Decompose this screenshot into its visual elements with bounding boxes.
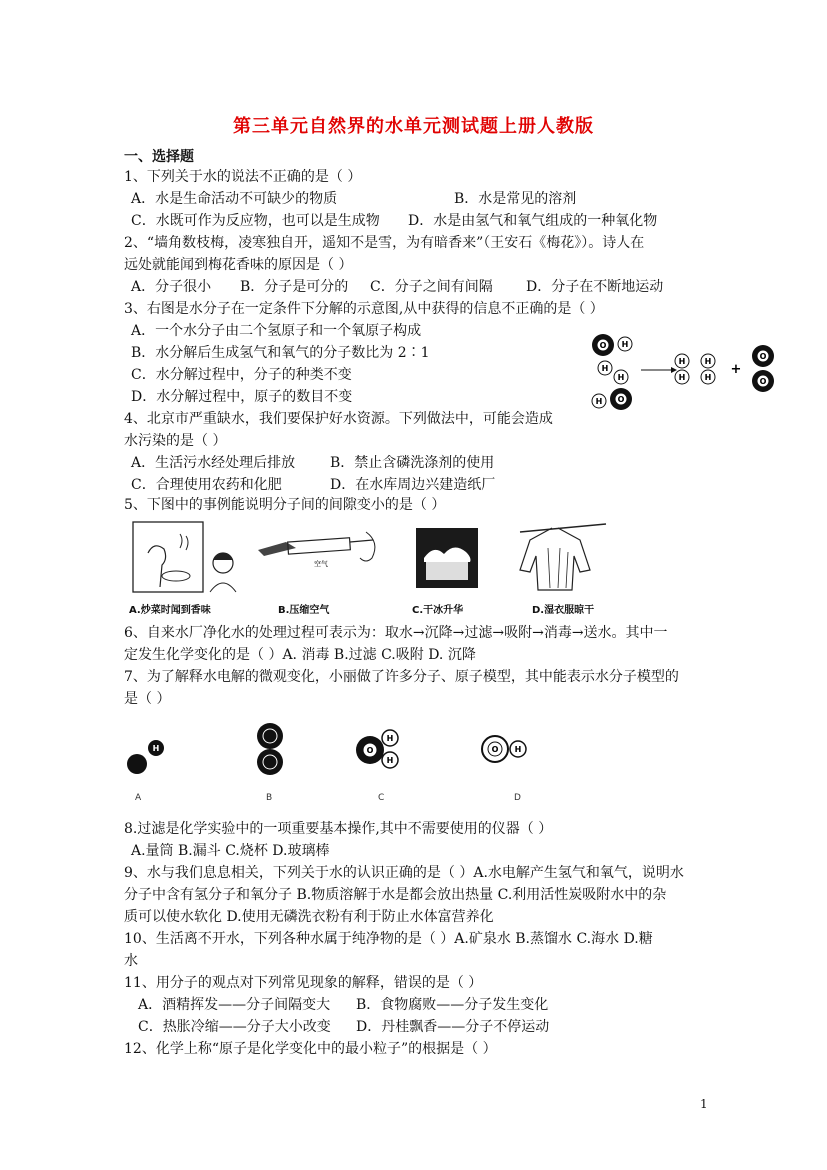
q4-option-a: A．生活污水经处理后排放 bbox=[131, 455, 296, 471]
q3-option-c: C．水分解过程中，分子的种类不变 bbox=[131, 367, 352, 383]
q7-figure bbox=[120, 712, 560, 804]
q9-stem-cont: 分子中含有氢分子和氧分子 B.物质溶解于水是都会放出热量 C.利用活性炭吸附水中的杂 bbox=[124, 887, 667, 903]
q4-option-b: B．禁止含磷洗涤剂的使用 bbox=[330, 455, 495, 471]
svg-text:+: + bbox=[730, 362, 742, 377]
q1-option-b: B．水是常见的溶剂 bbox=[454, 191, 577, 207]
atom-h-label: H bbox=[514, 745, 522, 754]
q1-stem: 1、下列关于水的说法不正确的是（ ） bbox=[124, 169, 362, 185]
q9-stem: 9、水与我们息息相关，下列关于水的认识正确的是（ ）A.水电解产生氢气和氧气，说明水 bbox=[124, 865, 684, 881]
q8-options: A.量筒 B.漏斗 C.烧杯 D.玻璃棒 bbox=[131, 843, 330, 859]
atom-h-label: H bbox=[601, 364, 609, 373]
q8-stem: 8.过滤是化学实验中的一项重要基本操作,其中不需要使用的仪器（ ） bbox=[124, 821, 553, 837]
q2-option-a: A．分子很小 bbox=[131, 279, 212, 295]
q2-stem-cont: 远处就能闻到梅花香味的原因是（ ） bbox=[124, 257, 353, 273]
atom-o-label: O bbox=[366, 746, 374, 755]
atom-o-label: O bbox=[759, 352, 767, 361]
q5-caption-c: C.干冰升华 bbox=[412, 605, 464, 616]
q7-label-a: A bbox=[135, 793, 142, 803]
air-label: 空气 bbox=[314, 560, 328, 568]
q12-stem: 12、化学上称“原子是化学变化中的最小粒子”的根据是（ ） bbox=[124, 1041, 497, 1057]
atom-h-label: H bbox=[386, 756, 394, 765]
q2-option-d: D．分子在不断地运动 bbox=[526, 279, 664, 295]
page-title: 第三单元自然界的水单元测试题上册人教版 bbox=[233, 116, 594, 137]
atom-o-label: O bbox=[759, 377, 767, 386]
atom-h-label: H bbox=[595, 397, 603, 406]
atom-h-label: H bbox=[678, 357, 686, 366]
q3-option-b: B．水分解后生成氢气和氧气的分子数比为 2∶1 bbox=[131, 345, 430, 361]
q5-caption-b: B.压缩空气 bbox=[278, 605, 330, 616]
q2-option-c: C．分子之间有间隔 bbox=[370, 279, 493, 295]
q4-option-c: C．合理使用农药和化肥 bbox=[131, 477, 282, 493]
q11-option-d: D．丹桂飘香——分子不停运动 bbox=[356, 1019, 550, 1035]
q4-option-d: D．在水库周边兴建造纸厂 bbox=[330, 477, 496, 493]
atom-o-label: O bbox=[617, 395, 625, 404]
q1-option-a: A．水是生命活动不可缺少的物质 bbox=[131, 191, 338, 207]
q6-stem: 6、自来水厂净化水的处理过程可表示为：取水→沉降→过滤→吸附→消毒→送水。其中一 bbox=[124, 625, 668, 641]
q7-stem-cont: 是（ ） bbox=[124, 691, 171, 707]
atom-h-label: H bbox=[152, 744, 160, 753]
q7-stem: 7、为了解释水电解的微观变化，小丽做了许多分子、原子模型，其中能表示水分子模型的 bbox=[124, 669, 679, 685]
q4-stem-cont: 水污染的是（ ） bbox=[124, 433, 227, 449]
q5-stem: 5、下图中的事例能说明分子间的间隙变小的是（ ） bbox=[124, 497, 446, 513]
atom-h-label: H bbox=[704, 373, 712, 382]
q11-option-a: A．酒精挥发——分子间隔变大 bbox=[138, 997, 331, 1013]
q3-option-a: A．一个水分子由二个氢原子和一个氧原子构成 bbox=[131, 323, 422, 339]
atom-h-label: H bbox=[621, 340, 629, 349]
atom-h-label: H bbox=[678, 373, 686, 382]
q10-stem: 10、生活离不开水，下列各种水属于纯净物的是（ ）A.矿泉水 B.蒸馏水 C.海水 D.糖 bbox=[124, 931, 653, 947]
q2-option-b: B．分子是可分的 bbox=[240, 279, 349, 295]
q5-caption-d: D.湿衣服晾干 bbox=[532, 605, 595, 616]
atom-h-label: H bbox=[386, 734, 394, 743]
q11-option-b: B．食物腐败——分子发生变化 bbox=[356, 997, 549, 1013]
q10-stem-cont: 水 bbox=[124, 953, 138, 969]
q7-label-d: D bbox=[514, 793, 521, 803]
page-number: 1 bbox=[700, 1097, 708, 1111]
q3-option-d: D．水分解过程中，原子的数目不变 bbox=[131, 389, 353, 405]
atom-o-label: O bbox=[599, 341, 607, 350]
q5-caption-a: A.炒菜时闻到香味 bbox=[129, 605, 211, 616]
q1-option-d: D．水是由氢气和氧气组成的一种氧化物 bbox=[408, 213, 658, 229]
q3-stem: 3、右图是水分子在一定条件下分解的示意图,从中获得的信息不正确的是（ ） bbox=[124, 301, 604, 317]
q7-label-c: C bbox=[378, 793, 385, 803]
q6-stem-cont: 定发生化学变化的是（ ）A. 消毒 B.过滤 C.吸附 D. 沉降 bbox=[124, 647, 476, 663]
q2-stem: 2、“墙角数枝梅，凌寒独自开，遥知不是雪，为有暗香来”（王安石《梅花》）。诗人在 bbox=[124, 235, 645, 251]
q7-label-b: B bbox=[266, 793, 273, 803]
water-decomposition-figure bbox=[585, 325, 785, 417]
q9-stem-cont2: 质可以使水软化 D.使用无磷洗衣粉有利于防止水体富营养化 bbox=[124, 909, 494, 925]
q11-option-c: C．热胀冷缩——分子大小改变 bbox=[138, 1019, 331, 1035]
atom-o-label: O bbox=[491, 745, 499, 754]
q11-stem: 11、用分子的观点对下列常见现象的解释，错误的是（ ） bbox=[124, 975, 483, 991]
atom-h-label: H bbox=[704, 357, 712, 366]
section-heading: 一、选择题 bbox=[124, 149, 194, 165]
q4-stem: 4、北京市严重缺水，我们要保护好水资源。下列做法中，可能会造成 bbox=[124, 411, 553, 427]
atom-h-label: H bbox=[617, 373, 625, 382]
q1-option-c: C．水既可作为反应物，也可以是生成物 bbox=[131, 213, 380, 229]
